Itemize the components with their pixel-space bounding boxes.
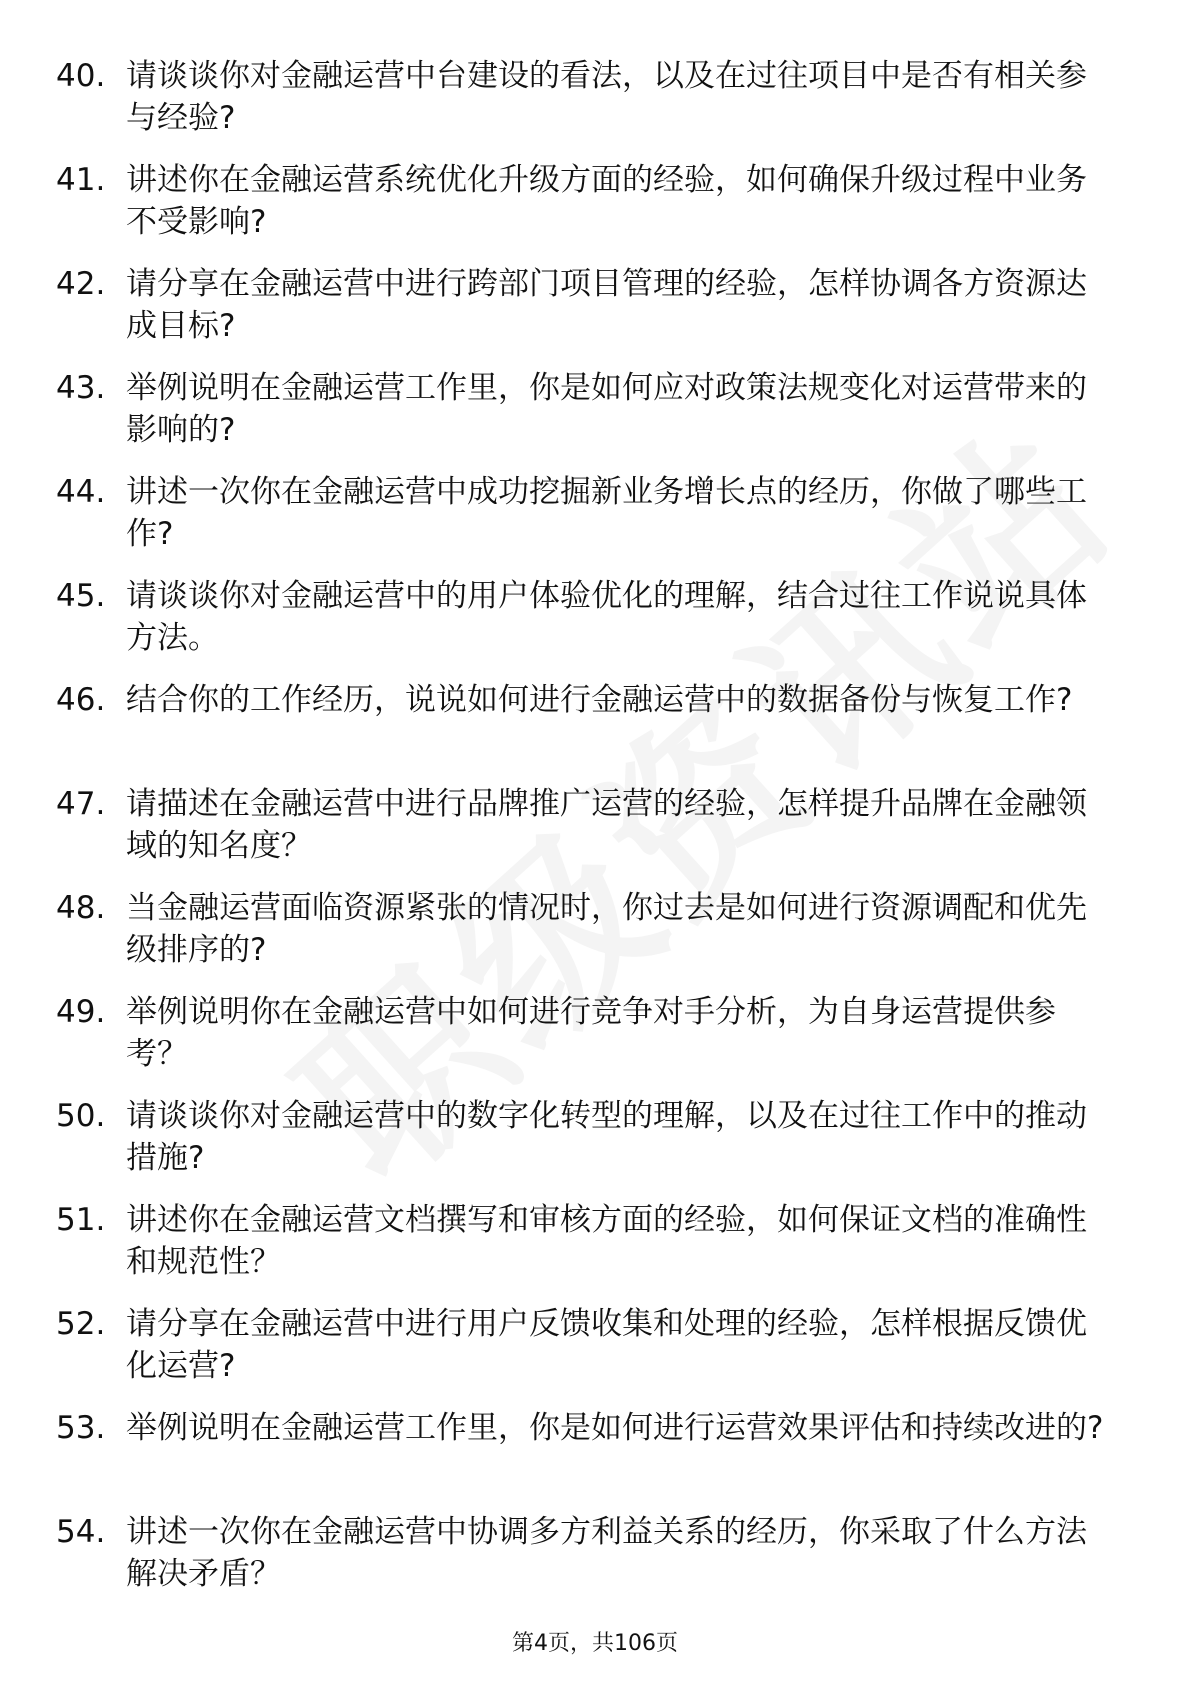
question-number: 51.: [56, 1202, 106, 1238]
page-footer: 第4页，共106页: [512, 1631, 678, 1656]
question-number: 41.: [56, 162, 106, 198]
list-item: [56, 887, 1106, 991]
question-number: 42.: [56, 266, 106, 302]
question-text: 请谈谈你对金融运营中的用户体验优化的理解，结合过往工作说说具体方法。: [126, 578, 1087, 656]
question-number: 49.: [56, 994, 106, 1030]
question-number: 54.: [56, 1514, 106, 1550]
question-text: 讲述你在金融运营系统优化升级方面的经验，如何确保升级过程中业务不受影响?: [126, 162, 1087, 240]
list-item: [56, 367, 1106, 471]
question-number: 46.: [56, 682, 106, 718]
question-number: 45.: [56, 578, 106, 614]
list-item: [56, 159, 1106, 263]
list-item: [56, 1199, 1106, 1303]
question-number: 53.: [56, 1410, 106, 1446]
question-text: 举例说明你在金融运营中如何进行竞争对手分析，为自身运营提供参考？: [126, 994, 1056, 1072]
list-item: [56, 263, 1106, 367]
list-item: [56, 991, 1106, 1095]
question-number: 43.: [56, 370, 106, 406]
list-item: [56, 55, 1106, 159]
question-text: 请谈谈你对金融运营中台建设的看法，以及在过往项目中是否有相关参与经验?: [126, 58, 1087, 136]
list-item: [56, 783, 1106, 887]
question-text: 举例说明在金融运营工作里，你是如何应对政策法规变化对运营带来的影响的?: [126, 370, 1087, 448]
list-item: [56, 575, 1106, 679]
question-text: 举例说明在金融运营工作里，你是如何进行运营效果评估和持续改进的?: [126, 1410, 1104, 1446]
list-item: [56, 471, 1106, 575]
question-text: 请分享在金融运营中进行跨部门项目管理的经验，怎样协调各方资源达成目标?: [126, 266, 1087, 344]
question-text: 请谈谈你对金融运营中的数字化转型的理解，以及在过往工作中的推动措施?: [126, 1098, 1087, 1176]
question-number: 48.: [56, 890, 106, 926]
question-number: 52.: [56, 1306, 106, 1342]
question-number: 44.: [56, 474, 106, 510]
list-item: [56, 679, 1106, 783]
question-text: 结合你的工作经历，说说如何进行金融运营中的数据备份与恢复工作?: [126, 682, 1073, 718]
question-text: 讲述一次你在金融运营中协调多方利益关系的经历，你采取了什么方法解决矛盾？: [126, 1514, 1087, 1592]
question-text: 讲述你在金融运营文档撰写和审核方面的经验，如何保证文档的准确性和规范性？: [126, 1202, 1087, 1280]
question-number: 40.: [56, 58, 106, 94]
question-number: 47.: [56, 786, 106, 822]
list-item: [56, 1407, 1106, 1511]
question-text: 讲述一次你在金融运营中成功挖掘新业务增长点的经历，你做了哪些工作?: [126, 474, 1087, 552]
list-item: [56, 1095, 1106, 1199]
question-text: 请描述在金融运营中进行品牌推广运营的经验，怎样提升品牌在金融领域的知名度？: [126, 786, 1087, 864]
list-item: [56, 1511, 1106, 1615]
question-text: 当金融运营面临资源紧张的情况时，你过去是如何进行资源调配和优先级排序的?: [126, 890, 1087, 968]
list-item: [56, 1303, 1106, 1407]
question-list: [56, 55, 1106, 1615]
question-number: 50.: [56, 1098, 106, 1134]
question-text: 请分享在金融运营中进行用户反馈收集和处理的经验，怎样根据反馈优化运营?: [126, 1306, 1087, 1384]
